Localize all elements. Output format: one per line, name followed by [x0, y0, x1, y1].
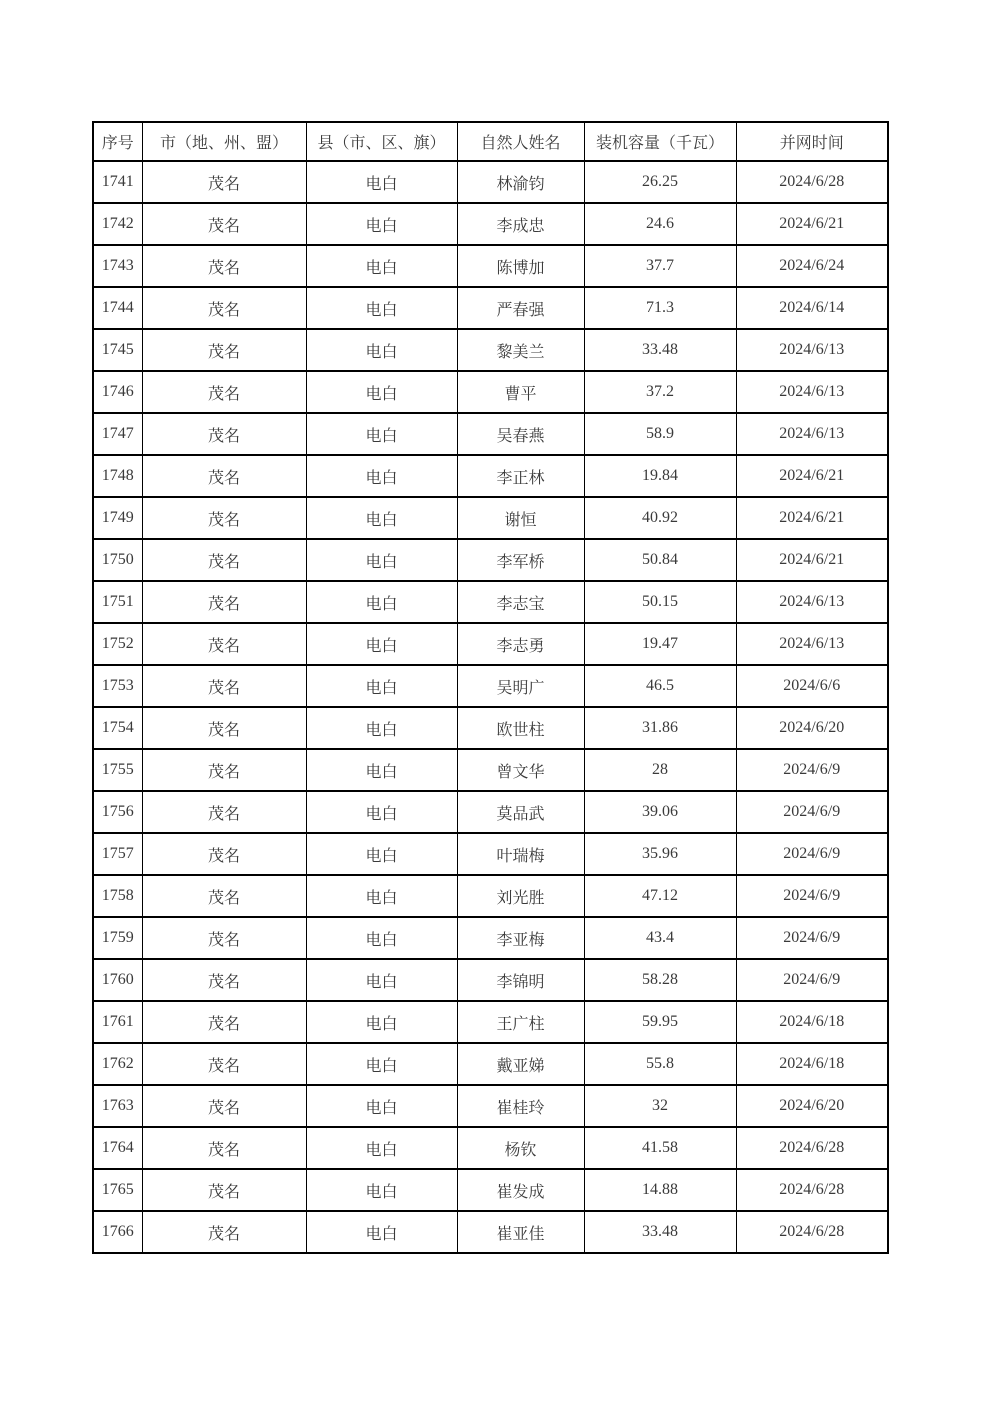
cell-person-name: 欧世柱 [457, 707, 584, 749]
cell-county: 电白 [306, 203, 457, 245]
cell-county: 电白 [306, 1211, 457, 1253]
cell-grid-date: 2024/6/21 [736, 497, 888, 539]
cell-grid-date: 2024/6/9 [736, 917, 888, 959]
cell-seq: 1763 [93, 1085, 142, 1127]
cell-seq: 1765 [93, 1169, 142, 1211]
cell-seq: 1756 [93, 791, 142, 833]
cell-city: 茂名 [142, 203, 306, 245]
table-row [93, 287, 888, 329]
cell-county: 电白 [306, 749, 457, 791]
cell-capacity: 40.92 [584, 497, 736, 539]
cell-person-name: 李锦明 [457, 959, 584, 1001]
cell-capacity: 59.95 [584, 1001, 736, 1043]
cell-capacity: 39.06 [584, 791, 736, 833]
cell-capacity: 33.48 [584, 1211, 736, 1253]
cell-person-name: 李成忠 [457, 203, 584, 245]
cell-capacity: 35.96 [584, 833, 736, 875]
cell-county: 电白 [306, 833, 457, 875]
cell-seq: 1752 [93, 623, 142, 665]
cell-city: 茂名 [142, 959, 306, 1001]
cell-person-name: 李正林 [457, 455, 584, 497]
cell-seq: 1758 [93, 875, 142, 917]
cell-person-name: 崔桂玲 [457, 1085, 584, 1127]
cell-city: 茂名 [142, 917, 306, 959]
cell-county: 电白 [306, 455, 457, 497]
table-row [93, 1169, 888, 1211]
cell-seq: 1759 [93, 917, 142, 959]
cell-city: 茂名 [142, 1211, 306, 1253]
cell-city: 茂名 [142, 707, 306, 749]
cell-grid-date: 2024/6/9 [736, 833, 888, 875]
cell-grid-date: 2024/6/13 [736, 623, 888, 665]
cell-person-name: 李志宝 [457, 581, 584, 623]
cell-city: 茂名 [142, 539, 306, 581]
cell-person-name: 莫品武 [457, 791, 584, 833]
table-row [93, 329, 888, 371]
cell-grid-date: 2024/6/13 [736, 581, 888, 623]
cell-person-name: 刘光胜 [457, 875, 584, 917]
cell-person-name: 曾文华 [457, 749, 584, 791]
table-row [93, 539, 888, 581]
cell-city: 茂名 [142, 161, 306, 203]
cell-city: 茂名 [142, 413, 306, 455]
cell-grid-date: 2024/6/13 [736, 371, 888, 413]
cell-city: 茂名 [142, 497, 306, 539]
cell-seq: 1741 [93, 161, 142, 203]
cell-county: 电白 [306, 665, 457, 707]
cell-city: 茂名 [142, 1085, 306, 1127]
cell-capacity: 24.6 [584, 203, 736, 245]
cell-grid-date: 2024/6/21 [736, 539, 888, 581]
cell-city: 茂名 [142, 245, 306, 287]
table-row [93, 1085, 888, 1127]
cell-seq: 1751 [93, 581, 142, 623]
cell-capacity: 46.5 [584, 665, 736, 707]
cell-grid-date: 2024/6/20 [736, 1085, 888, 1127]
cell-person-name: 崔发成 [457, 1169, 584, 1211]
cell-seq: 1762 [93, 1043, 142, 1085]
cell-county: 电白 [306, 1043, 457, 1085]
cell-grid-date: 2024/6/20 [736, 707, 888, 749]
table-row [93, 917, 888, 959]
table-row [93, 623, 888, 665]
cell-county: 电白 [306, 623, 457, 665]
cell-county: 电白 [306, 1085, 457, 1127]
cell-grid-date: 2024/6/24 [736, 245, 888, 287]
cell-capacity: 50.15 [584, 581, 736, 623]
table-row [93, 833, 888, 875]
column-header-city: 市（地、州、盟） [142, 122, 306, 161]
cell-county: 电白 [306, 707, 457, 749]
cell-seq: 1742 [93, 203, 142, 245]
cell-capacity: 47.12 [584, 875, 736, 917]
cell-seq: 1764 [93, 1127, 142, 1169]
cell-county: 电白 [306, 371, 457, 413]
grid-connection-table [92, 121, 889, 1254]
cell-person-name: 曹平 [457, 371, 584, 413]
cell-person-name: 谢恒 [457, 497, 584, 539]
cell-grid-date: 2024/6/6 [736, 665, 888, 707]
cell-city: 茂名 [142, 791, 306, 833]
cell-person-name: 李军桥 [457, 539, 584, 581]
cell-grid-date: 2024/6/28 [736, 1169, 888, 1211]
cell-county: 电白 [306, 875, 457, 917]
cell-city: 茂名 [142, 833, 306, 875]
table-row [93, 665, 888, 707]
table-row [93, 1211, 888, 1253]
column-header-grid-date: 并网时间 [736, 122, 888, 161]
cell-person-name: 吴明广 [457, 665, 584, 707]
cell-person-name: 李亚梅 [457, 917, 584, 959]
cell-capacity: 71.3 [584, 287, 736, 329]
cell-city: 茂名 [142, 875, 306, 917]
cell-person-name: 王广柱 [457, 1001, 584, 1043]
table-row [93, 959, 888, 1001]
table-row [93, 455, 888, 497]
cell-person-name: 杨钦 [457, 1127, 584, 1169]
cell-seq: 1766 [93, 1211, 142, 1253]
column-header-person-name: 自然人姓名 [457, 122, 584, 161]
cell-city: 茂名 [142, 1169, 306, 1211]
cell-seq: 1754 [93, 707, 142, 749]
cell-capacity: 55.8 [584, 1043, 736, 1085]
cell-capacity: 37.7 [584, 245, 736, 287]
cell-city: 茂名 [142, 581, 306, 623]
cell-seq: 1744 [93, 287, 142, 329]
cell-county: 电白 [306, 959, 457, 1001]
cell-seq: 1761 [93, 1001, 142, 1043]
cell-county: 电白 [306, 329, 457, 371]
cell-seq: 1748 [93, 455, 142, 497]
cell-grid-date: 2024/6/13 [736, 413, 888, 455]
cell-person-name: 叶瑞梅 [457, 833, 584, 875]
cell-grid-date: 2024/6/18 [736, 1043, 888, 1085]
column-header-capacity: 装机容量（千瓦） [584, 122, 736, 161]
table-row [93, 1127, 888, 1169]
cell-capacity: 50.84 [584, 539, 736, 581]
table-row [93, 749, 888, 791]
cell-person-name: 吴春燕 [457, 413, 584, 455]
cell-county: 电白 [306, 245, 457, 287]
table-row [93, 203, 888, 245]
cell-grid-date: 2024/6/21 [736, 455, 888, 497]
cell-county: 电白 [306, 791, 457, 833]
cell-seq: 1755 [93, 749, 142, 791]
cell-person-name: 崔亚佳 [457, 1211, 584, 1253]
cell-county: 电白 [306, 497, 457, 539]
cell-city: 茂名 [142, 329, 306, 371]
table-row [93, 497, 888, 539]
cell-person-name: 林渝钧 [457, 161, 584, 203]
cell-seq: 1746 [93, 371, 142, 413]
table-row [93, 707, 888, 749]
cell-county: 电白 [306, 161, 457, 203]
cell-county: 电白 [306, 287, 457, 329]
cell-grid-date: 2024/6/9 [736, 749, 888, 791]
cell-city: 茂名 [142, 1127, 306, 1169]
cell-county: 电白 [306, 1169, 457, 1211]
column-header-seq: 序号 [93, 122, 142, 161]
cell-city: 茂名 [142, 623, 306, 665]
cell-city: 茂名 [142, 371, 306, 413]
cell-grid-date: 2024/6/21 [736, 203, 888, 245]
table-row [93, 245, 888, 287]
cell-grid-date: 2024/6/13 [736, 329, 888, 371]
cell-person-name: 李志勇 [457, 623, 584, 665]
cell-grid-date: 2024/6/28 [736, 1211, 888, 1253]
column-header-county: 县（市、区、旗） [306, 122, 457, 161]
table-body [93, 161, 888, 1253]
cell-seq: 1757 [93, 833, 142, 875]
table-row [93, 1001, 888, 1043]
cell-county: 电白 [306, 917, 457, 959]
cell-county: 电白 [306, 413, 457, 455]
cell-capacity: 58.28 [584, 959, 736, 1001]
table-row [93, 1043, 888, 1085]
cell-grid-date: 2024/6/18 [736, 1001, 888, 1043]
cell-seq: 1750 [93, 539, 142, 581]
cell-person-name: 陈博加 [457, 245, 584, 287]
cell-county: 电白 [306, 1127, 457, 1169]
table-row [93, 581, 888, 623]
cell-capacity: 26.25 [584, 161, 736, 203]
cell-grid-date: 2024/6/9 [736, 791, 888, 833]
cell-grid-date: 2024/6/9 [736, 875, 888, 917]
cell-seq: 1760 [93, 959, 142, 1001]
cell-city: 茂名 [142, 455, 306, 497]
cell-person-name: 戴亚娣 [457, 1043, 584, 1085]
cell-city: 茂名 [142, 1043, 306, 1085]
cell-seq: 1743 [93, 245, 142, 287]
cell-seq: 1745 [93, 329, 142, 371]
table-row [93, 161, 888, 203]
cell-seq: 1747 [93, 413, 142, 455]
cell-grid-date: 2024/6/28 [736, 1127, 888, 1169]
table-row [93, 875, 888, 917]
cell-city: 茂名 [142, 1001, 306, 1043]
cell-capacity: 37.2 [584, 371, 736, 413]
cell-person-name: 严春强 [457, 287, 584, 329]
cell-person-name: 黎美兰 [457, 329, 584, 371]
cell-capacity: 41.58 [584, 1127, 736, 1169]
cell-seq: 1749 [93, 497, 142, 539]
cell-county: 电白 [306, 581, 457, 623]
table-row [93, 413, 888, 455]
cell-capacity: 19.84 [584, 455, 736, 497]
cell-county: 电白 [306, 539, 457, 581]
cell-grid-date: 2024/6/14 [736, 287, 888, 329]
cell-capacity: 19.47 [584, 623, 736, 665]
cell-grid-date: 2024/6/28 [736, 161, 888, 203]
cell-capacity: 58.9 [584, 413, 736, 455]
cell-capacity: 14.88 [584, 1169, 736, 1211]
cell-capacity: 33.48 [584, 329, 736, 371]
cell-county: 电白 [306, 1001, 457, 1043]
cell-capacity: 43.4 [584, 917, 736, 959]
cell-grid-date: 2024/6/9 [736, 959, 888, 1001]
table-header-row [93, 122, 888, 161]
cell-city: 茂名 [142, 665, 306, 707]
cell-seq: 1753 [93, 665, 142, 707]
cell-city: 茂名 [142, 287, 306, 329]
cell-city: 茂名 [142, 749, 306, 791]
cell-capacity: 31.86 [584, 707, 736, 749]
cell-capacity: 32 [584, 1085, 736, 1127]
table-row [93, 371, 888, 413]
table-row [93, 791, 888, 833]
table-header [93, 122, 888, 161]
cell-capacity: 28 [584, 749, 736, 791]
